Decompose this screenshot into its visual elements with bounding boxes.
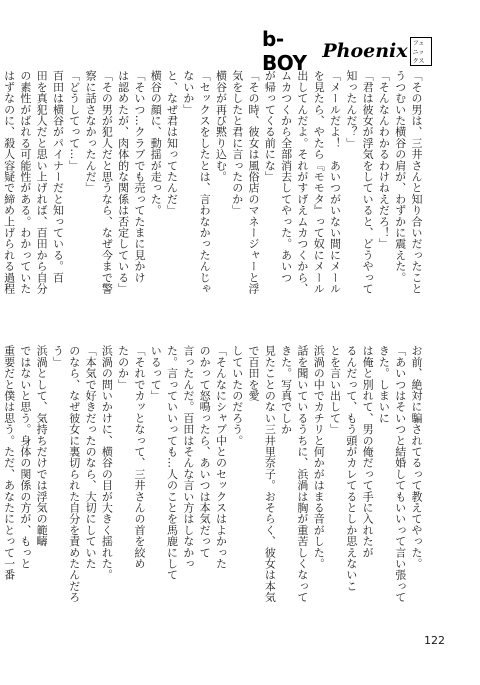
brand-logo-script: Phoenix [322,40,408,62]
brand-logo-small: フェニックス [410,37,432,66]
upper-right-line: 横谷が再び黙り込む。 [214,70,228,182]
lower-line: のなら、なぜ彼女に裏切られた自分を責めたんだろう」 [51,345,81,603]
upper-line: の素性がばれる可能性がある。わかっていた [18,70,32,294]
lower-line: いるって」 [149,345,163,401]
upper-right-line: が帰ってくる前にな」 [263,70,277,182]
lower-line: 見たことのない三井里奈子。おそらく、彼女は本気で百田を愛 [247,345,277,603]
lower-line: 浜渦として、気持ちだけでは浮気の範疇 [35,345,49,547]
upper-line: は認めたが、肉体的な関係は否定している」 [116,70,130,294]
lower-line: るんだって、もう頭がカレてるとしか思えないこ [344,345,358,592]
upper-line: 横谷の顔に、動揺が走った。 [149,70,163,216]
upper-right-line: 「そんなんわかるわけねえだろ！」 [377,70,391,250]
text-block-upper [2,70,424,328]
text-block-lower [2,345,424,607]
magazine-header [262,27,432,75]
upper-right-line: 「セックスをしたとは、言わなかったんじゃ [198,70,212,294]
lower-line: していたのだろう。 [230,345,244,446]
upper-line: 「どうしてって…」 [67,70,81,171]
lower-line: 「それでカッとなって、三井さんの首を絞め [132,345,146,569]
brand-logo-right [322,37,432,66]
lower-line: のかって怒鳴ったら、あいつは本気だって [198,345,212,558]
upper-right-line: を見たら、やたら『モモタ』って奴にメール [312,70,326,294]
lower-line: 「そんなにシャブ中とのセックスはよかった [214,345,228,569]
lower-line: お前、絶対に騙されてるって教えてやった。 [410,345,423,569]
lower-line: は俺と別れて、男の俺だって手に入れたが [361,345,375,558]
upper-right-line: 知ったんだ？」 [344,70,358,149]
upper-line: 百田は横谷がパイナーだと知っている。百 [51,70,65,283]
upper-right-line: うつむいた横谷の肩が、わずかに震えた。 [393,70,407,283]
upper-right-line: 気をしたと君に言ったのか」 [230,70,244,216]
lower-line: 浜渦の中でカチリと何かがはまる音がした。 [312,345,326,569]
lower-line: 「あいつはそいつと結婚してもいいって言い張ってきた。しまいに [377,345,407,603]
lower-line: 言ったんだ。百田はそんな言い方はしなかっ [181,345,195,569]
upper-right-line: 出してんだよ。それがすげえムカつくから、 [295,70,309,294]
lower-line: 「本気で好きだったのなら、大切にしていた [84,345,98,569]
upper-right-line: ないか」 [181,70,195,115]
upper-line: 「そいつ…クラブでも売ってたまに見かけ [132,70,146,283]
upper-line: と、なぜ君は知ってたんだ」 [165,70,179,216]
lower-line: とを言い出して」 [328,345,342,435]
upper-line: 「その男が犯人だと思うなら、なぜ今まで警 [100,70,114,294]
upper-right-line: ムカつくから全部消去してやった。あいつ [279,70,293,283]
lower-line: ではないと思う。身体の関係の方が、もっと [18,345,32,569]
lower-line: た。言っていいっても…人のことを馬鹿にして [165,345,179,581]
lower-line: 重要だと僕は思う。ただ、あなたにとって一番 [2,345,16,581]
brand-logo-left: b-BOY [262,27,307,75]
upper-line: 田を真犯人だと思い上げれば、百田から自分 [35,70,49,294]
upper-right-line: 「君は彼女が浮気をしていると、どうやって [361,70,375,294]
upper-right-line: 「メールだよ！ あいつがいない間にメール [328,70,342,294]
lower-line: 話を聞いているうちに、浜渦は胸が重苦しくなってきた。写真でしか [279,345,309,603]
lower-line: たのか」 [116,345,130,390]
lower-line: 浜渦の問いかけに、横谷の目が大きく揺れた。 [100,345,114,581]
page-number: 122 [424,634,445,647]
upper-right-line: 「その男は、三井さんと知り合いだったこと [410,70,423,294]
upper-right-line: 「その時、彼女は風俗店のマネージャーと浮 [247,70,261,294]
upper-line: はずなのに、殺人容疑で締め上げられる過程 [2,70,16,294]
upper-line: 察に話さなかったんだ」 [84,70,98,194]
